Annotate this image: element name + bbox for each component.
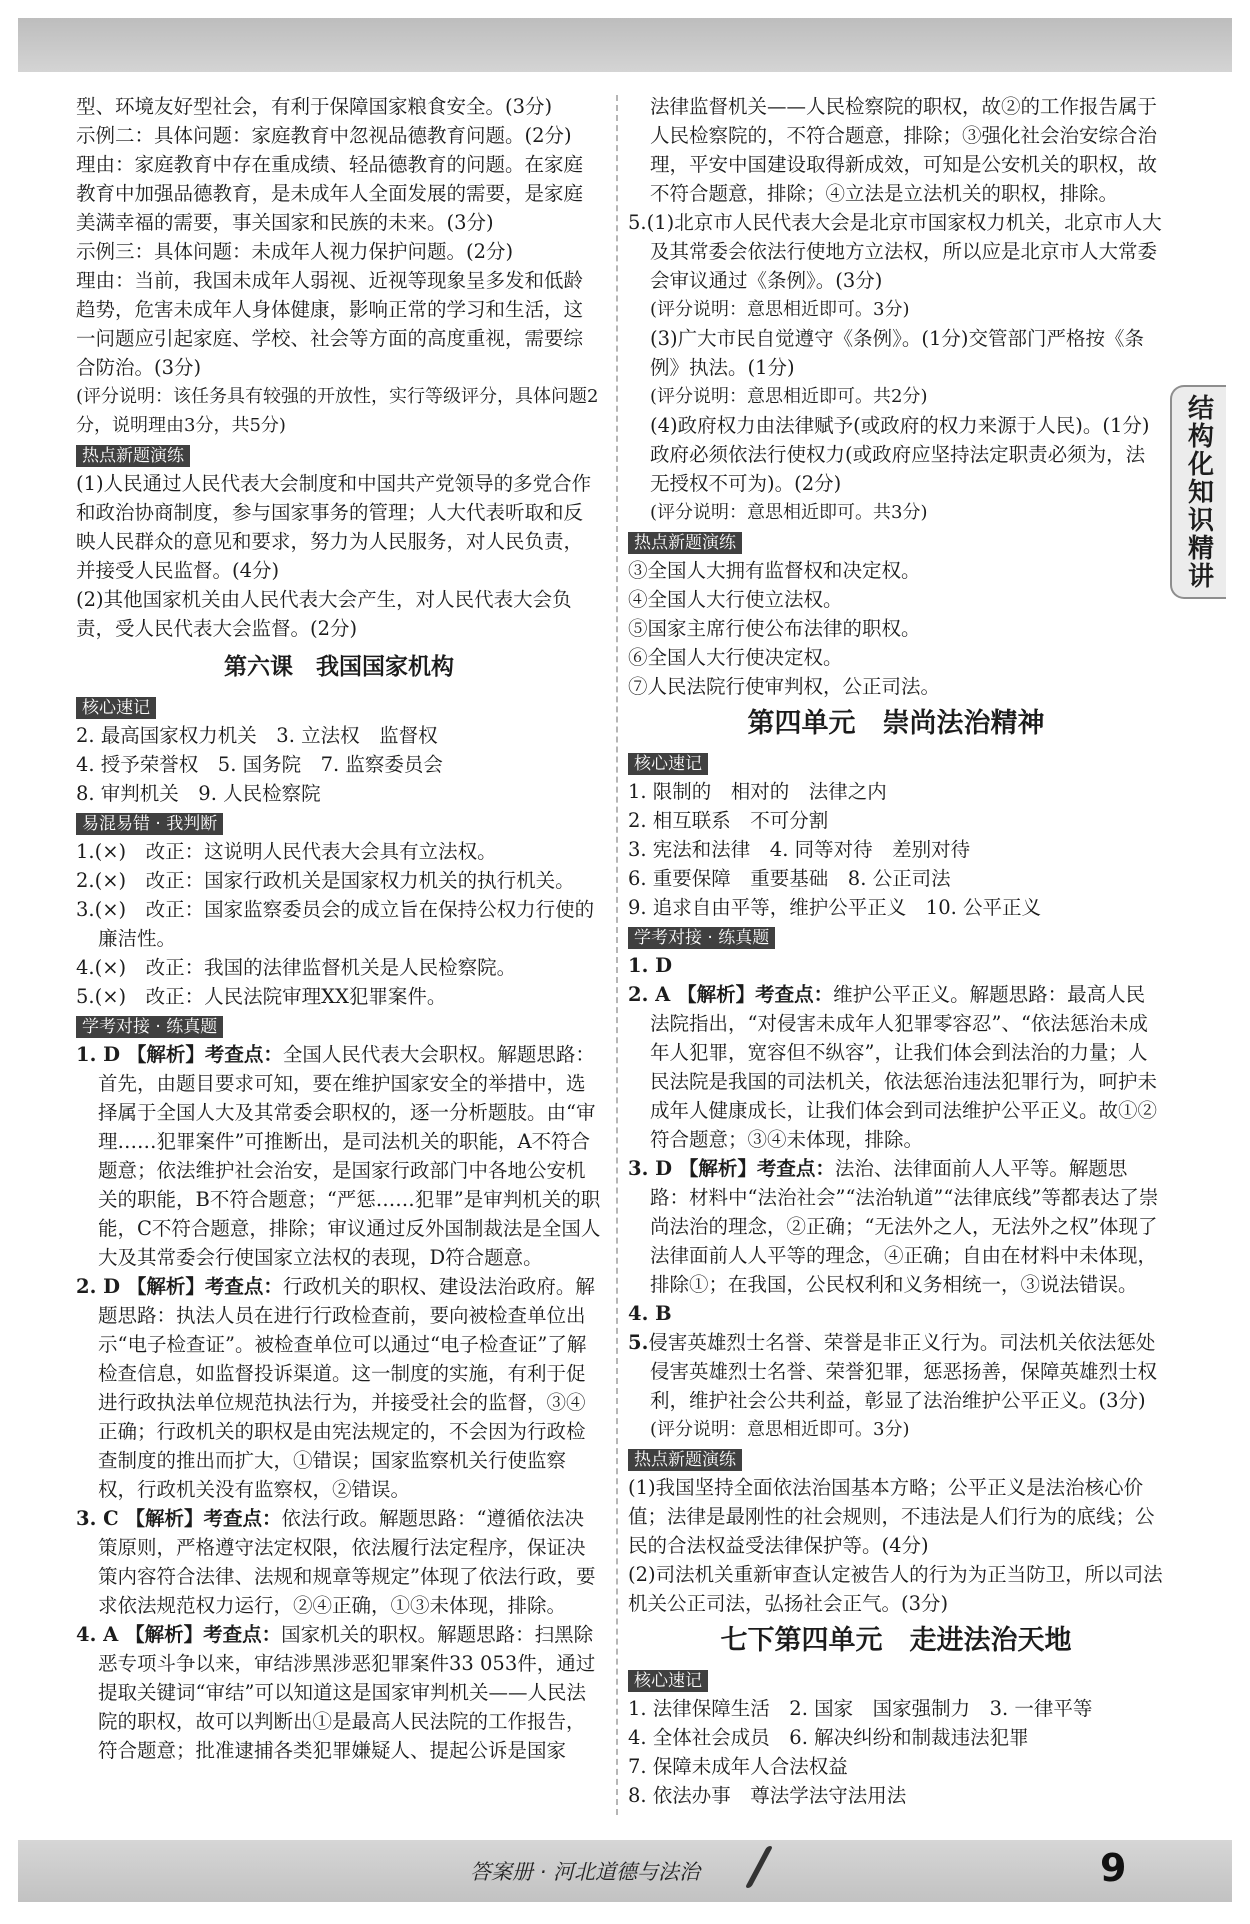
exam-item <box>76 1504 602 1620</box>
exam-item-text: 全国人民代表大会职权。解题思路：首先，由题目要求可知，要在维护国家安全的举措中，选择属于全国人大及其常委会职权的，逐一分析题肢。由“审理……犯罪案件”可推断出，是司法机关的职能，A不符合题意；依法维护社会治安，是国家行政部门中各地公安机关的职能，B不符合题意；“严惩……犯罪”是审判机关的职能，C不符合题意，排除；审议通过反外国制裁法是全国人大及其常委会行使国家立法权的表现，D符合题意。 <box>98 1043 601 1269</box>
correction-item: 4.(×) 改正：我国的法律监督机关是人民检察院。 <box>76 956 517 979</box>
core-line: 3. 宪法和法律 4. 同等对待 差别对待 <box>628 838 971 861</box>
hot-item: (2)司法机关重新审查认定被告人的行为为正当防卫，所以司法机关公正司法，弘扬社会正气。(3分) <box>628 1563 1163 1615</box>
exam-item-head: 1. D 【解析】考查点： <box>76 1043 283 1066</box>
side-tab-label: 结构化知识精讲 <box>1183 394 1214 590</box>
exam-item <box>76 1272 602 1504</box>
exam-item-text: 维护公平正义。解题思路：最高人民法院指出，“对侵害未成年人犯罪零容忍”、“依法惩治未成年人犯罪，宽容但不纵容”，让我们体会到法治的力量；人民法院是我国的司法机关，依法惩治违法犯罪行为，呵护未成年人健康成长，让我们体会到司法维护公平正义。故①②符合题意；③④未体现，排除。 <box>650 983 1158 1151</box>
core-line: 7. 保障未成年人合法权益 <box>628 1755 848 1778</box>
core-line: 8. 依法办事 尊法学法守法用法 <box>628 1784 907 1807</box>
answer-line: 5.(1)北京市人民代表大会是北京市国家权力机关，北京市人大及其常委会依法行使地方立法权，所以应是北京市人大常委会审议通过《条例》。(3分) <box>628 211 1162 292</box>
page-number: 9 <box>1100 1846 1127 1890</box>
hot-item: ⑦人民法院行使审判权，公正司法。 <box>628 675 941 698</box>
core-line: 8. 审判机关 9. 人民检察院 <box>76 782 321 805</box>
exam-item-head: 4. A 【解析】考查点： <box>76 1623 282 1646</box>
answer-line: 理由：家庭教育中存在重成绩、轻品德教育的问题。在家庭教育中加强品德教育，是未成年人全面发展的需要，是家庭美满幸福的需要，事关国家和民族的未来。(3分) <box>76 153 584 234</box>
footer-label: 答案册 · 河北道德与法治 <box>470 1860 701 1884</box>
core-line: 2. 相互联系 不可分割 <box>628 809 829 832</box>
correction-item: 2.(×) 改正：国家行政机关是国家权力机关的执行机关。 <box>76 869 575 892</box>
section-tag-core: 核心速记 <box>628 1670 708 1692</box>
scoring-note: (评分说明：意思相近即可。共2分) <box>650 386 928 407</box>
section-tag-error: 易混易错 · 我判断 <box>76 813 223 835</box>
column-divider <box>616 95 618 1815</box>
exam-item <box>628 951 1164 980</box>
correction-item: 3.(×) 改正：国家监察委员会的成立旨在保持公权力行使的廉洁性。 <box>76 898 595 950</box>
exam-item <box>628 1299 1164 1328</box>
core-line: 4. 授予荣誉权 5. 国务院 7. 监察委员会 <box>76 753 443 776</box>
core-line: 9. 追求自由平等，维护公平正义 10. 公平正义 <box>628 896 1042 919</box>
unit-title: 第四单元 崇尚法治精神 <box>747 708 1045 739</box>
answer-line: 示例二：具体问题：家庭教育中忽视品德教育问题。(2分) <box>76 124 572 147</box>
top-band <box>18 18 1232 72</box>
exam-item <box>76 1620 602 1765</box>
exam-item-head: 1. D <box>628 954 673 977</box>
left-column <box>76 92 602 1765</box>
scoring-note: (评分说明：该任务具有较强的开放性，实行等级评分，具体问题2分，说明理由3分，共5分) <box>76 386 599 436</box>
exam-item-head: 5. <box>628 1331 649 1354</box>
correction-item: 1.(×) 改正：这说明人民代表大会具有立法权。 <box>76 840 497 863</box>
side-tab[interactable] <box>1170 385 1226 599</box>
hot-item: (1)我国坚持全面依法治国基本方略；公平正义是法治核心价值；法律是最刚性的社会规则，不违法是人们行为的底线；公民的合法权益受法律保护等。(4分) <box>628 1476 1155 1557</box>
section-tag-hot: 热点新题演练 <box>628 532 742 554</box>
exam-item <box>628 1154 1164 1299</box>
exam-item-head: 3. C 【解析】考查点： <box>76 1507 282 1530</box>
core-line: 2. 最高国家权力机关 3. 立法权 监督权 <box>76 724 438 747</box>
exam-item-text: 依法行政。解题思路：“遵循依法决策原则，严格遵守法定权限，依法履行法定程序，保证决策内容符合法律、法规和规章等规定”体现了依法行政，要求依法规范权力运行，②④正确，①③未体现，排除。 <box>98 1507 596 1617</box>
correction-item: 5.(×) 改正：人民法院审理XX犯罪案件。 <box>76 985 447 1008</box>
unit-title: 七下第四单元 走进法治天地 <box>720 1625 1072 1656</box>
lesson-title: 第六课 我国国家机构 <box>224 654 454 680</box>
section-tag-hot: 热点新题演练 <box>76 445 190 467</box>
answer-line: (4)政府权力由法律赋予(或政府的权力来源于人民)。(1分)政府必须依法行使权力(或政府应坚持法定职责必须为，法无授权不可为)。(2分) <box>650 414 1150 495</box>
exam-item-head: 2. A 【解析】考查点： <box>628 983 834 1006</box>
answer-line: 型、环境友好型社会，有利于保障国家粮食安全。(3分) <box>76 95 553 118</box>
section-tag-exam: 学考对接 · 练真题 <box>628 927 775 949</box>
exam-item <box>628 1328 1164 1415</box>
exam-item-text: 国家机关的职权。解题思路：扫黑除恶专项斗争以来，审结涉黑涉恶犯罪案件33 053件，通过提取关键词“审结”可以知道这是国家审判机关——人民法院的职权，故可以判断出①是最高人民法院的工作报告，符合题意；批准逮捕各类犯罪嫌疑人、提起公诉是国家 <box>98 1623 596 1762</box>
exam-item <box>76 1040 602 1272</box>
answer-line: 法律监督机关——人民检察院的职权，故②的工作报告属于人民检察院的，不符合题意，排除；③强化社会治安综合治理，平安中国建设取得新成效，可知是公安机关的职权，故不符合题意，排除；④立法是立法机关的职权，排除。 <box>650 95 1158 205</box>
section-tag-hot: 热点新题演练 <box>628 1449 742 1471</box>
section-tag-core: 核心速记 <box>628 753 708 775</box>
hot-item: ③全国人大拥有监督权和决定权。 <box>628 559 921 582</box>
section-tag-exam: 学考对接 · 练真题 <box>76 1016 223 1038</box>
exam-item-text: 侵害英雄烈士名誉、荣誉是非正义行为。司法机关依法惩处侵害英雄烈士名誉、荣誉犯罪，惩恶扬善，保障英雄烈士权利，维护社会公共利益，彰显了法治维护公平正义。(3分) <box>648 1331 1158 1412</box>
answer-line: 示例三：具体问题：未成年人视力保护问题。(2分) <box>76 240 514 263</box>
answer-line: 理由：当前，我国未成年人弱视、近视等现象呈多发和低龄趋势，危害未成年人身体健康，影响正常的学习和生活，这一问题应引起家庭、学校、社会等方面的高度重视，需要综合防治。(3分) <box>76 269 584 379</box>
core-line: 1. 法律保障生活 2. 国家 国家强制力 3. 一律平等 <box>628 1697 1093 1720</box>
exam-item-head: 3. D 【解析】考查点： <box>628 1157 835 1180</box>
scoring-note: (评分说明：意思相近即可。3分) <box>650 1419 910 1440</box>
exam-item-text: 行政机关的职权、建设法治政府。解题思路：执法人员在进行行政检查前，要向被检查单位出示“电子检查证”。被检查单位可以通过“电子检查证”了解检查信息，如监督投诉渠道。这一制度的实施，有利于促进行政执法单位规范执法行为，并接受社会的监督，③④正确；行政机关的职权是由宪法规定的，不会因为行政检查制度的推出而扩大，①错误；国家监察机关行使监察权，行政机关没有监察权，②错误。 <box>98 1275 595 1501</box>
exam-item-text: 法治、法律面前人人平等。解题思路：材料中“法治社会”“法治轨道”“法律底线”等都表达了崇尚法治的理念，②正确；“无法外之人，无法外之权”体现了法律面前人人平等的理念，④正确；自由在材料中未体现，排除①；在我国，公民权利和义务相统一，③说法错误。 <box>650 1157 1159 1296</box>
hot-item: (1)人民通过人民代表大会制度和中国共产党领导的多党合作和政治协商制度，参与国家事务的管理；人大代表听取和反映人民群众的意见和要求，努力为人民服务，对人民负责，并接受人民监督。(4分) <box>76 472 592 582</box>
hot-item: ⑤国家主席行使公布法律的职权。 <box>628 617 921 640</box>
core-line: 1. 限制的 相对的 法律之内 <box>628 780 887 803</box>
answer-line: (3)广大市民自觉遵守《条例》。(1分)交管部门严格按《条例》执法。(1分) <box>650 327 1144 379</box>
hot-item: (2)其他国家机关由人民代表大会产生，对人民代表大会负责，受人民代表大会监督。(2分) <box>76 588 572 640</box>
exam-item-head: 4. B <box>628 1302 672 1325</box>
hot-item: ④全国人大行使立法权。 <box>628 588 843 611</box>
hot-item: ⑥全国人大行使决定权。 <box>628 646 843 669</box>
core-line: 4. 全体社会成员 6. 解决纠纷和制裁违法犯罪 <box>628 1726 1029 1749</box>
right-column <box>628 92 1164 1810</box>
scoring-note: (评分说明：意思相近即可。3分) <box>650 299 910 320</box>
core-line: 6. 重要保障 重要基础 8. 公正司法 <box>628 867 951 890</box>
exam-item-head: 2. D 【解析】考查点： <box>76 1275 283 1298</box>
exam-item <box>628 980 1164 1154</box>
scoring-note: (评分说明：意思相近即可。共3分) <box>650 502 928 523</box>
section-tag-core: 核心速记 <box>76 697 156 719</box>
